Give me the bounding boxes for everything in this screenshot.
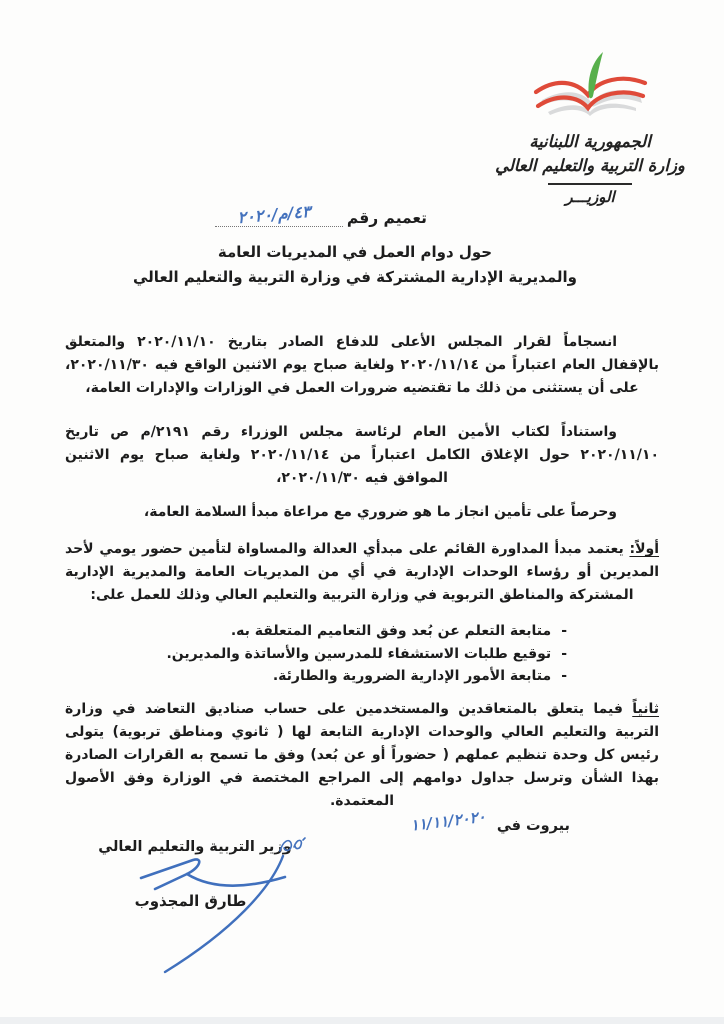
circular-number-dotted-line — [215, 201, 343, 228]
list-item-text: متابعة الأمور الإدارية الضرورية والطارئة. — [272, 668, 552, 684]
bullet-dash: - — [561, 645, 567, 662]
circular-number-label: تعميم رقم — [346, 209, 427, 227]
circular-subject — [100, 240, 610, 290]
section-first-label: أولاً: — [629, 541, 659, 557]
letterhead-divider — [548, 183, 632, 185]
subject-line-2: والمديرية الإدارية المشتركة في وزارة التربية والتعليم العالي — [133, 267, 577, 286]
paragraph-reference: واستناداً لكتاب الأمين العام لرئاسة مجلس الوزراء رقم ٢١٩١/م ص تاريخ ٢٠٢٠/١١/١٠ حول الإغلاق الكامل اعتباراً من ٢٠٢٠/١١/١٤ ولغاية صباح يوم الاثنين الموافق فيه ٢٠٢٠/١١/٣٠، — [65, 424, 659, 486]
minister-office-label: الوزيـــر — [565, 187, 615, 206]
section-first — [65, 538, 659, 607]
subject-line-1: حول دوام العمل في المديريات العامة — [217, 243, 493, 261]
section-second-label: ثانياً — [632, 700, 659, 717]
tasks-list — [65, 620, 659, 688]
place-label: بيروت في — [496, 818, 570, 834]
list-item — [65, 620, 567, 643]
bullet-dash: - — [561, 623, 567, 639]
date-handwritten: ١١/١١/٢٠٢٠ — [409, 807, 488, 835]
scan-edge-shadow — [0, 1017, 724, 1024]
list-item — [65, 643, 567, 666]
list-item-text: متابعة التعلم عن بُعد وفق التعاميم المتعلقة به. — [230, 623, 552, 639]
paragraph-purpose: وحرصاً على تأمين انجاز ما هو ضروري مع مراعاة مبدأ السلامة العامة، — [143, 504, 617, 520]
signatory-name: طارق المجذوب — [134, 892, 247, 910]
list-item — [65, 665, 567, 688]
circular-number-line — [215, 201, 427, 228]
circular-body — [65, 331, 659, 813]
ministry-letterhead — [470, 50, 710, 206]
section-second-text: فيما يتعلق بالمتعاقدين والمستخدمين على حساب صناديق التعاضد في وزارة التربية والتعليم العالي والوحدات الإدارية التابعة لها ( ثانوي ومناطق تربوية) يتولى رئيس كل وحدة تنظيم عملهم ( حضوراً أو عن بُعد) وفق ما تسمح به القرارات الصادرة بهذا الشأن وترسل جداول دوامهم إلى المراجع المختصة في الوزارة وفق الأصول المعتمدة. — [65, 700, 659, 809]
ministry-name: وزارة التربية والتعليم العالي — [495, 155, 685, 175]
date-line — [409, 807, 570, 835]
ministry-book-logo-icon — [528, 50, 652, 126]
signatory-title: وزير التربية والتعليم العالي — [98, 839, 292, 855]
minister-signature-icon — [113, 846, 308, 974]
circular-number-handwritten: ٤٣/م/٢٠٢٠ — [236, 201, 312, 228]
republic-name: الجمهورية اللبنانية — [529, 132, 651, 151]
bullet-dash: - — [561, 668, 567, 684]
paragraph-opening: انسجاماً لقرار المجلس الأعلى للدفاع الصادر بتاريخ ٢٠٢٠/١١/١٠ والمتعلق بالإقفال العام اعتباراً من ٢٠٢٠/١١/١٤ ولغاية صباح يوم الاثنين الواقع فيه ٢٠٢٠/١١/٣٠، على أن يستثنى من ذلك ما تقتضيه ضرورات العمل في الوزارات والإدارات العامة، — [65, 334, 659, 396]
list-item-text: توقيع طلبات الاستشفاء للمدرسين والأساتذة والمديرين. — [166, 645, 552, 662]
section-first-text: يعتمد مبدأ المداورة القائم على مبدأي العدالة والمساواة لتأمين حضور يومي لأحد المديرين أو رؤساء الوحدات الإدارية في أي من المديريات العامة والمديرية الإدارية المشتركة والمناطق التربوية في وزارة التربية والتعليم العالي وذلك للعمل على: — [65, 541, 659, 603]
section-second — [65, 698, 659, 813]
